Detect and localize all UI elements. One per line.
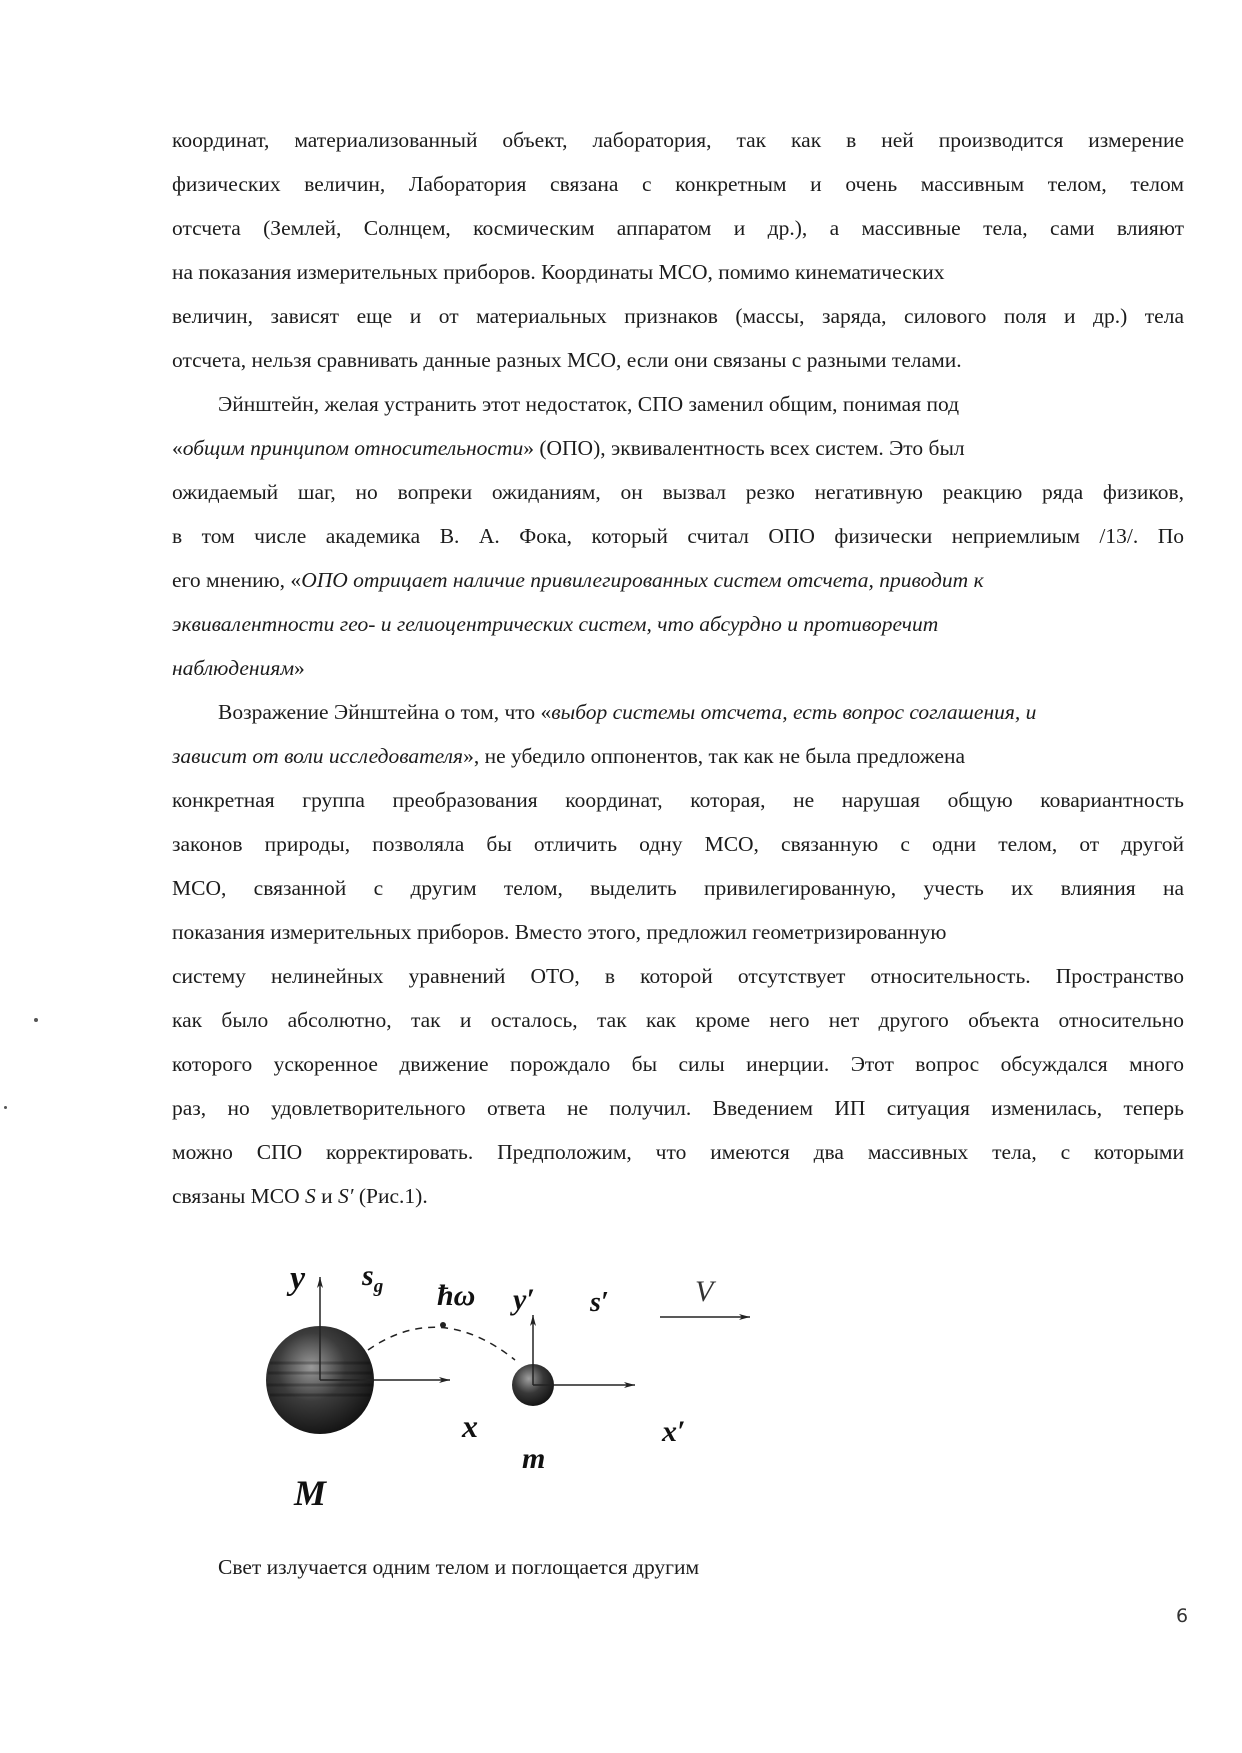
paragraph-2-line-5: его мнению, «ОПО отрицает наличие привилегированных систем отсчета, приводит к — [172, 568, 984, 592]
quote-text: эквивалентности гео- и гелиоцентрических систем, что абсурдно и противоречит — [172, 612, 939, 636]
frame-label-sg: $s_g$ — [362, 1259, 384, 1297]
axis-label-x-prime: x′ — [662, 1415, 686, 1448]
paragraph-3-line-2: зависит от воли исследователя», не убедило оппонентов, так как не была предложена — [172, 744, 966, 768]
paragraph-3-line-1: Возражение Эйнштейна о том, что «выбор системы отсчета, есть вопрос соглашения, и — [218, 700, 1037, 724]
page-number: 6 — [1176, 1605, 1189, 1627]
paragraph-2-line-6 — [172, 610, 938, 638]
small-mass-label: m — [522, 1442, 546, 1475]
paragraph-2-line-4: в том числе академика В. А. Фока, который считал ОПО физически неприемлиым /13/. По — [172, 524, 1184, 548]
figure-two-bodies — [250, 1245, 810, 1510]
quote-text: наблюдениям — [172, 656, 295, 680]
paragraph-2-line-7: наблюдениям» — [172, 656, 305, 680]
quote-text: ОПО отрицает наличие привилегированных систем отсчета, приводит к — [301, 568, 984, 592]
velocity-label: V — [695, 1275, 714, 1308]
quote-text: выбор системы отсчета, есть вопрос соглашения, и — [551, 700, 1037, 724]
paragraph-1-line-2: физических величин, Лаборатория связана с конкретным и очень массивным телом, телом — [172, 172, 1184, 196]
frame-symbol-s-prime: S′ — [338, 1184, 354, 1208]
axis-label-y-prime: y′ — [513, 1283, 535, 1316]
axis-label-y: y — [290, 1260, 306, 1297]
scan-speck — [34, 1018, 38, 1022]
paragraph-2-line-2: «общим принципом относительности» (ОПО), эквивалентность всех систем. Это был — [172, 436, 965, 460]
frame-label-s-prime: s′ — [590, 1287, 609, 1318]
paragraph-3-line-5: МСО, связанной с другим телом, выделить привилегированную, учесть их влияния на — [172, 876, 1184, 900]
paragraph-3-line-10: раз, но удовлетворительного ответа не получил. Введением ИП ситуация изменилась, теперь — [172, 1096, 1184, 1120]
paragraph-3-line-3: конкретная группа преобразования координат, которая, не нарушая общую ковариантность — [172, 788, 1184, 812]
emphasis-text: общим принципом относительности — [182, 436, 524, 460]
scan-speck — [4, 1106, 7, 1109]
paragraph-2-line-3: ожидаемый шаг, но вопреки ожиданиям, он вызвал резко негативную реакцию ряда физиков, — [172, 480, 1184, 504]
frame-symbol-s: S — [305, 1184, 316, 1208]
paragraph-3-line-8: как было абсолютно, так и осталось, так как кроме него нет другого объекта относительно — [172, 1008, 1184, 1032]
photon-dot — [440, 1322, 446, 1328]
photon-path — [368, 1327, 515, 1360]
paragraph-1-line-3: отсчета (Землей, Солнцем, космическим аппаратом и др.), а массивные тела, сами влияют — [172, 216, 1184, 240]
paragraph-3-line-7: систему нелинейных уравнений ОТО, в которой отсутствует относительность. Пространство — [172, 964, 1184, 988]
figure-caption: Свет излучается одним телом и поглощается другим — [218, 1555, 700, 1579]
paragraph-1-line-5: величин, зависят еще и от материальных признаков (массы, заряда, силового поля и др.) тела — [172, 304, 1184, 328]
paragraph-1-line-4: на показания измерительных приборов. Координаты МСО, помимо кинематических — [172, 260, 945, 284]
quote-text: зависит от воли исследователя — [172, 744, 464, 768]
paragraph-3-line-12: связаны МСО S и S′ (Рис.1). — [172, 1184, 428, 1208]
photon-energy-label: ħω — [437, 1279, 476, 1312]
paragraph-3-line-11: можно СПО корректировать. Предположим, что имеются два массивных тела, с которыми — [172, 1140, 1184, 1164]
large-mass-label: M — [294, 1473, 327, 1510]
paragraph-3-line-4: законов природы, позволяла бы отличить одну МСО, связанную с одни телом, от другой — [172, 832, 1184, 856]
paragraph-3-line-6: показания измерительных приборов. Вместо этого, предложил геометризированную — [172, 920, 947, 944]
paragraph-1-line-1: координат, материализованный объект, лаборатория, так как в ней производится измерение — [172, 128, 1184, 152]
paragraph-2-line-1: Эйнштейн, желая устранить этот недостаток, СПО заменил общим, понимая под — [218, 392, 960, 416]
axis-label-x: x — [462, 1408, 478, 1444]
paragraph-1-line-6: отсчета, нельзя сравнивать данные разных МСО, если они связаны с разными телами. — [172, 348, 962, 372]
paragraph-3-line-9: которого ускоренное движение порождало бы силы инерции. Этот вопрос обсуждался много — [172, 1052, 1184, 1076]
